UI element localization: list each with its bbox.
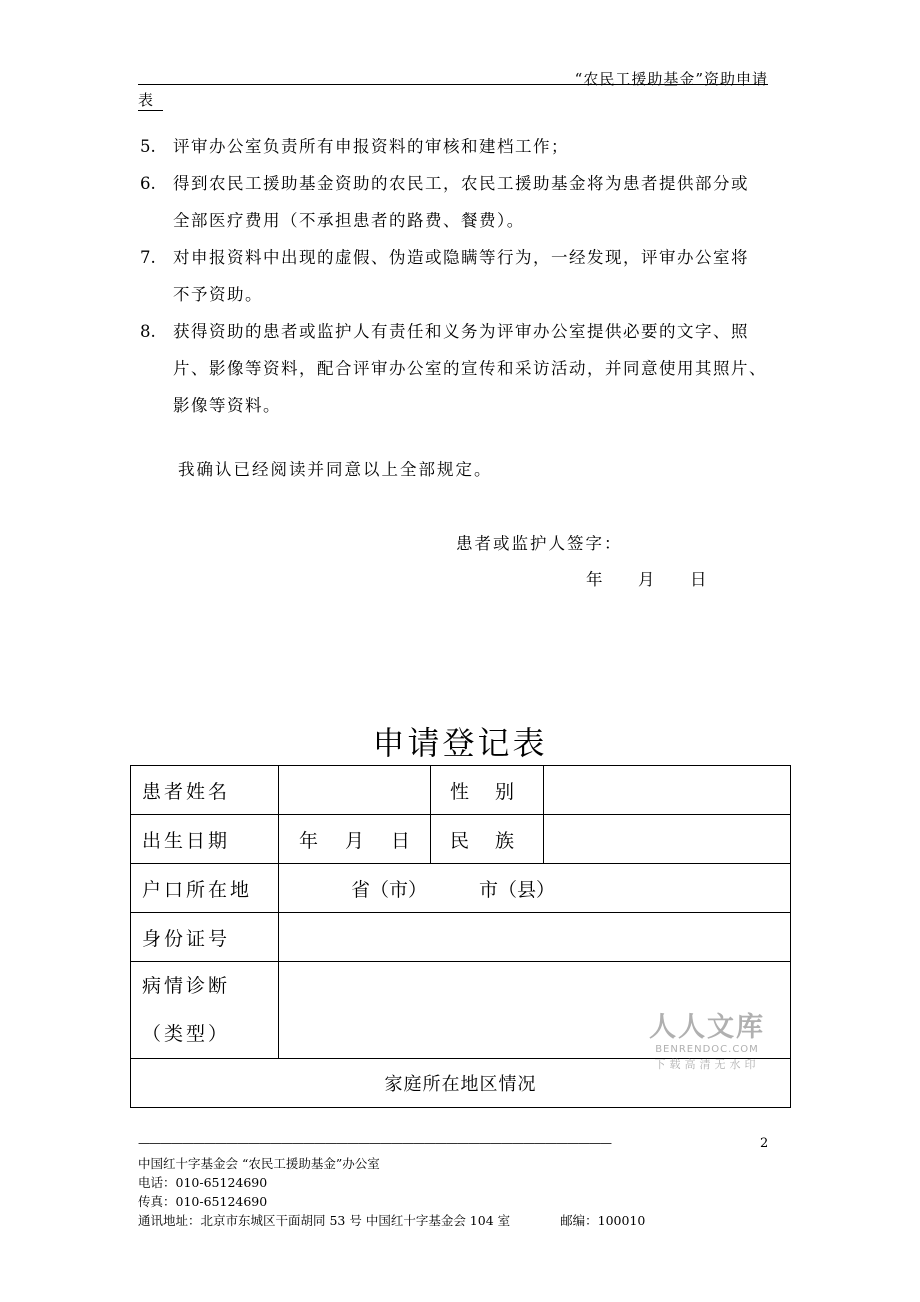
footer-address: 通讯地址：北京市东城区干面胡同 53 号 中国红十字基金会 104 室: [138, 1213, 511, 1228]
name-label: 患者姓名: [131, 766, 279, 815]
ethnic-field[interactable]: [544, 815, 791, 864]
residence-field[interactable]: [279, 864, 791, 913]
rule-text: [173, 313, 790, 424]
footer-org: 中国红十字基金会 “农民工援助基金”办公室: [138, 1156, 380, 1171]
diagnosis-label: [131, 962, 279, 1059]
date-day: 日: [690, 570, 707, 589]
footer-postcode: 邮编：100010: [560, 1213, 646, 1228]
rule-line: 获得资助的患者或监护人有责任和义务为评审办公室提供必要的文字、照: [173, 322, 749, 341]
id-field[interactable]: [279, 913, 791, 962]
rule-line: 片、影像等资料，配合评审办公室的宣传和采访活动，并同意使用其照片、: [173, 359, 767, 378]
gender-field[interactable]: [544, 766, 791, 815]
watermark-caption: 下载高清无水印: [654, 1058, 760, 1071]
rule-text: [173, 128, 790, 165]
date-year: 年: [586, 570, 603, 589]
footer-rule: ———————————————————————————————————————————: [138, 1136, 611, 1150]
form-row: [131, 864, 791, 913]
province-label: 省（市）: [351, 878, 428, 901]
form-row: [131, 913, 791, 962]
header-title-continued: 表: [138, 89, 163, 111]
rule-line: 不予资助。: [173, 285, 263, 304]
header-title: “农民工援助基金”资助申请: [574, 70, 768, 88]
rule-line: 评审办公室负责所有申报资料的审核和建档工作；: [173, 137, 569, 156]
signature-date: [586, 566, 707, 590]
rule-text: [173, 165, 790, 239]
rule-item: [140, 239, 790, 313]
date-month: 月: [638, 570, 655, 589]
birth-date-field[interactable]: [279, 815, 431, 864]
city-label: 市（县）: [479, 878, 556, 901]
rule-number: 6.: [140, 174, 156, 193]
form-row: [131, 815, 791, 864]
watermark-site: BENRENDOC.COM: [655, 1044, 759, 1055]
diagnosis-label-line: 病情诊断: [142, 975, 231, 997]
rule-line: 影像等资料。: [173, 396, 281, 415]
family-section-heading: 家庭所在地区情况: [131, 1059, 791, 1108]
rule-line: 对申报资料中出现的虚假、伪造或隐瞒等行为，一经发现，评审办公室将: [173, 248, 749, 267]
rule-line: 得到农民工援助基金资助的农民工，农民工援助基金将为患者提供部分或: [173, 174, 749, 193]
watermark: [644, 1013, 770, 1073]
rule-item: [140, 313, 790, 424]
gender-label: 性 别: [431, 766, 544, 815]
ethnic-label: 民 族: [431, 815, 544, 864]
footer-address-line: [138, 1211, 645, 1230]
confirmation-statement: 我确认已经阅读并同意以上全部规定。: [178, 460, 493, 479]
rule-item: [140, 128, 790, 165]
rule-line: 全部医疗费用（不承担患者的路费、餐费）。: [173, 211, 525, 230]
form-row: [131, 766, 791, 815]
residence-label: 户口所在地: [131, 864, 279, 913]
signature-label: 患者或监护人签字：: [456, 534, 623, 553]
id-label: 身份证号: [131, 913, 279, 962]
footer-phone: 电话：010-65124690: [138, 1175, 268, 1190]
birth-label: 出生日期: [131, 815, 279, 864]
page-header: [138, 66, 768, 88]
watermark-title: 人人文库: [649, 1012, 765, 1043]
footer-fax: 传真：010-65124690: [138, 1194, 268, 1209]
birth-month: 月: [344, 829, 364, 852]
page-number: 2: [760, 1136, 769, 1151]
page-footer: [138, 1154, 645, 1230]
rules-list: [140, 128, 790, 424]
name-field[interactable]: [279, 766, 431, 815]
rule-number: 5.: [140, 137, 156, 156]
rule-text: [173, 239, 790, 313]
birth-year: 年: [298, 829, 318, 852]
form-title: 申请登记表: [372, 724, 548, 762]
rule-item: [140, 165, 790, 239]
rule-number: 8.: [140, 322, 156, 341]
diagnosis-label-line: （类型）: [142, 1023, 231, 1045]
rule-number: 7.: [140, 248, 156, 267]
birth-day: 日: [390, 829, 410, 852]
